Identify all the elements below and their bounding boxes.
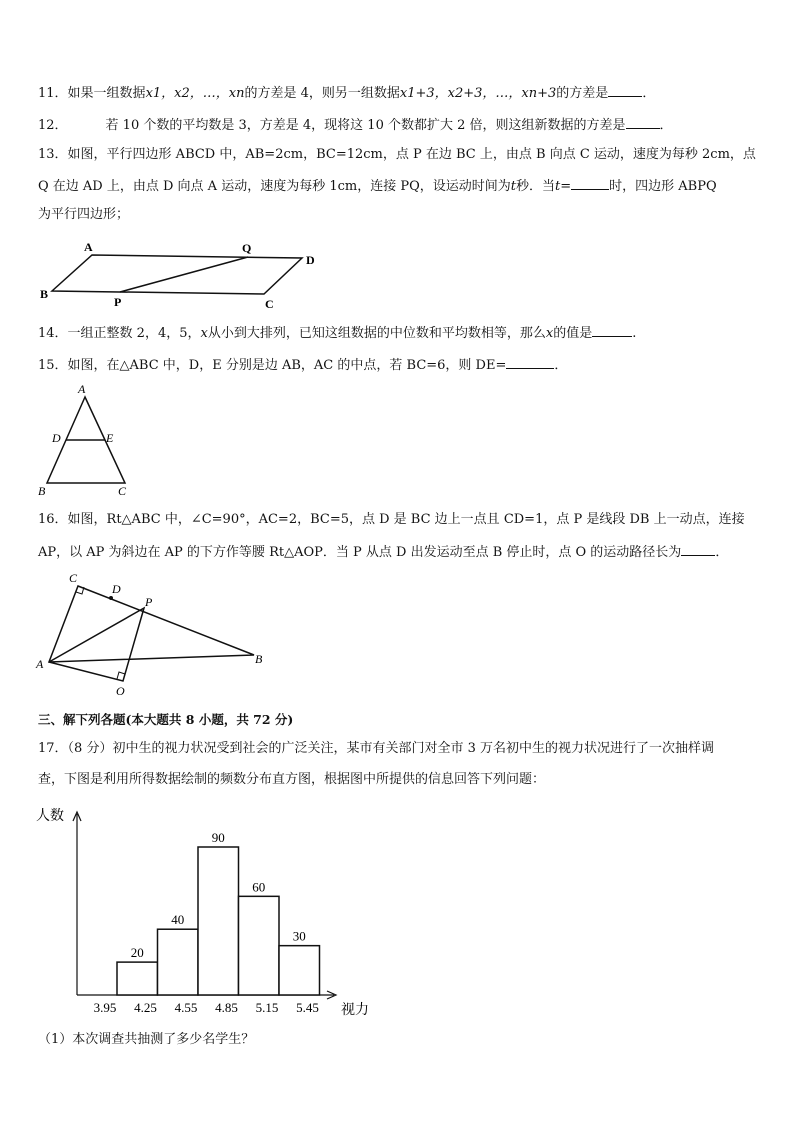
x-tick-label: 5.15 [255,1000,279,1015]
label-a: A [36,657,44,671]
q13-equals: = [560,179,572,194]
question-11 [38,84,655,102]
q16-end: ． [715,545,729,560]
label-c: C [118,484,127,498]
question-14 [38,324,636,342]
q17-sub-question-1: （1）本次调查共抽测了多少名学生？ [38,1032,255,1047]
label-b: B [255,652,263,666]
q13-line2d: 时，四边形 ABPQ [609,179,717,194]
bar-data-label: 20 [130,945,144,961]
q12-number: 12． [38,118,68,133]
bar-data-label: 30 [292,928,306,944]
q11-end: ． [642,86,656,101]
q13-line2a: Q 在边 AD 上，由点 D 向点 A 运动，速度为每秒 1cm，连接 PQ，设运动时间为 [38,179,511,194]
answer-blank[interactable] [571,177,609,190]
label-q: Q [242,241,252,255]
bar-data-label: 40 [171,912,185,928]
q14-text-c: 的值是 [553,326,593,341]
parallelogram-abcd [52,255,302,294]
bar-data-label: 60 [252,879,266,895]
label-c: C [265,297,274,311]
label-b: B [40,287,49,301]
q11-vars: x1，x2，…，xn [145,86,245,101]
q13-line1: 13．如图，平行四边形 ABCD 中，AB=2cm，BC=12cm，点 P 在边 BC 上，由点 B 向点 C 运动，速度为每秒 2cm，点 [38,147,756,162]
answer-blank[interactable] [506,356,554,369]
answer-blank[interactable] [592,324,632,337]
label-o: O [116,684,125,698]
x-tick-label: 3.95 [93,1000,117,1015]
answer-blank[interactable] [626,116,660,129]
q16-line2 [38,543,728,561]
q17-line2: 查，下图是利用所得数据绘制的频数分布直方图，根据图中所提供的信息回答下列问题： [38,772,546,787]
histogram-bar [279,946,320,995]
x-tick-label: 4.85 [215,1000,238,1015]
label-d: D [112,582,121,596]
q13-var-t: t [510,179,516,194]
q13-line2b: 秒．当 [516,179,556,194]
q16-line1: 16．如图，Rt△ABC 中，∠C=90°，AC=2，BC=5，点 D 是 BC 边上一点且 CD=1，点 P 是线段 DB 上一动点，连接 [38,512,745,527]
q14-var-x: x [200,326,208,341]
q11-text-a: 如果一组数据 [67,86,146,101]
label-b: B [38,484,46,498]
q14-text-b: 从小到大排列，已知这组数据的中位数和平均数相等，那么 [207,326,546,341]
q13-line3: 为平行四边形； [38,207,130,222]
q12-end: ． [659,118,673,133]
y-axis-label: 人数 [36,809,64,824]
q14-var-x2: x [545,326,554,341]
histogram-bar [158,929,199,995]
label-a: A [84,240,93,254]
q17-line1: 17．（8 分）初中生的视力状况受到社会的广泛关注，某市有关部门对全市 3 万名初中生的视力状况进行了一次抽样调 [38,741,714,756]
label-p: P [145,595,153,609]
label-c: C [69,571,78,585]
label-a: A [78,382,86,396]
label-d: D [52,431,61,445]
section-3-heading: 三、解下列各题(本大题共 8 小题，共 72 分) [38,712,294,727]
q12-text: 若 10 个数的平均数是 3，方差是 4，现将这 10 个数都扩大 2 倍，则这组新数据的方差是 [105,118,626,133]
q14-end: . [632,326,637,341]
point-d [109,596,113,600]
triangle-aop [49,608,144,681]
answer-blank[interactable] [608,84,642,97]
histogram-bar [117,962,158,995]
label-p: P [114,295,122,309]
q11-text-b: 的方差是 4，则另一组数据 [244,86,400,101]
q11-vars2: x1+3，x2+3，…，xn+3 [399,86,557,101]
histogram-bar [239,896,280,995]
q15-text: 15．如图，在△ABC 中，D，E 分别是边 AB，AC 的中点，若 BC=6，则 DE= [38,358,507,373]
x-axis-label: 视力 [341,1003,369,1018]
frequency-histogram [36,800,386,1020]
question-15 [38,356,567,374]
q16-line2-text: AP，以 AP 为斜边在 AP 的下方作等腰 Rt△AOP．当 P 从点 D 出发运动至点 B 停止时，点 O 的运动路径长为 [38,545,682,560]
histogram-tick-labels [94,1000,319,1015]
q13-var-t2: t [555,179,561,194]
q13-line2 [38,177,717,195]
bar-data-label: 90 [211,830,225,845]
question-12 [38,116,673,134]
answer-blank[interactable] [681,543,715,556]
q11-text-c: 的方差是 [556,86,609,101]
q15-end: ． [554,358,568,373]
triangle-figure [34,380,144,502]
right-triangle-figure [32,568,282,700]
x-tick-label: 4.55 [174,1000,198,1015]
histogram-bars [117,830,320,995]
q11-number: 11． [38,86,68,101]
q14-text-a: 14．一组正整数 2，4，5， [38,326,201,341]
x-tick-label: 5.45 [296,1000,319,1015]
label-d: D [306,253,315,267]
segment-pq [120,257,248,292]
label-e: E [106,431,114,445]
x-tick-label: 4.25 [134,1000,157,1015]
histogram-bar [198,847,239,995]
parallelogram-figure [36,236,336,312]
